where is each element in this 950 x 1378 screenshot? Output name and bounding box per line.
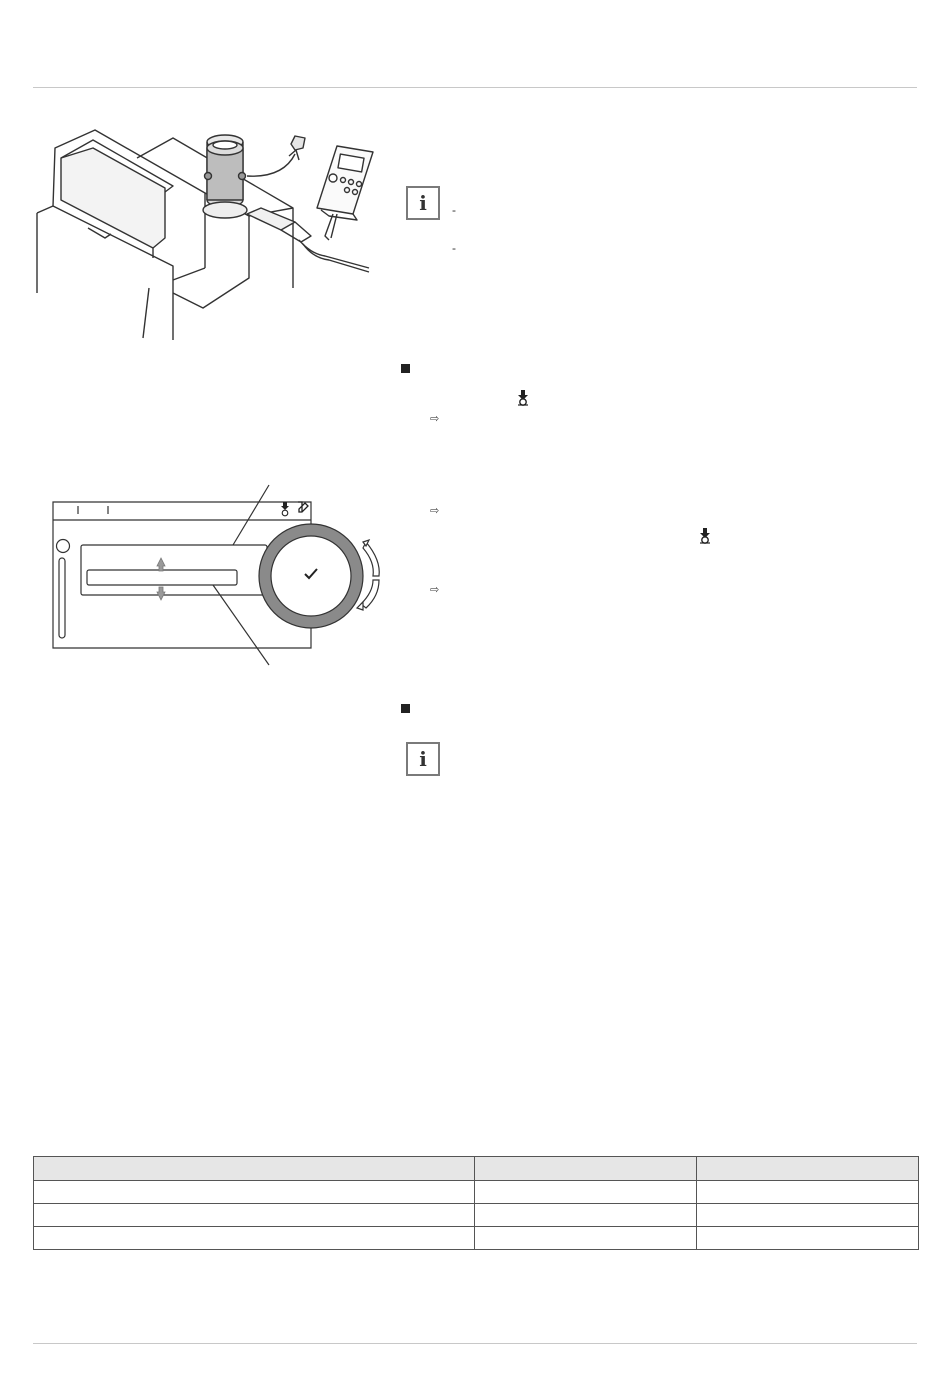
table-cell xyxy=(697,1204,919,1227)
data-table xyxy=(33,1156,919,1250)
installer-icon xyxy=(698,528,712,544)
square-bullet-icon xyxy=(401,364,410,373)
table-header-row xyxy=(34,1157,919,1181)
check-icon xyxy=(304,568,318,580)
tool-icon xyxy=(296,500,310,514)
info-icon: i xyxy=(406,742,440,776)
info-dash-2: - xyxy=(452,241,456,255)
table-header-cell xyxy=(34,1157,475,1181)
table-cell xyxy=(697,1181,919,1204)
table-cell xyxy=(475,1181,697,1204)
table-cell xyxy=(34,1227,475,1250)
appliance-illustration xyxy=(33,118,383,346)
square-bullet-icon xyxy=(401,704,410,713)
table-cell xyxy=(475,1227,697,1250)
table-row xyxy=(34,1204,919,1227)
table-cell xyxy=(34,1204,475,1227)
table-cell xyxy=(34,1181,475,1204)
table-header-cell xyxy=(697,1157,919,1181)
result-arrow-icon: ⇨ xyxy=(430,504,440,517)
table-cell xyxy=(475,1204,697,1227)
table-row xyxy=(34,1181,919,1204)
info-icon: i xyxy=(406,186,440,220)
result-arrow-icon: ⇨ xyxy=(430,412,440,425)
result-arrow-icon: ⇨ xyxy=(430,583,440,596)
table-row xyxy=(34,1227,919,1250)
table-header-cell xyxy=(475,1157,697,1181)
installer-icon xyxy=(516,390,530,406)
info-dash-1: - xyxy=(452,203,456,217)
control-panel-illustration xyxy=(33,480,383,670)
header-rule xyxy=(33,87,917,88)
footer-rule xyxy=(33,1343,917,1344)
table-cell xyxy=(697,1227,919,1250)
